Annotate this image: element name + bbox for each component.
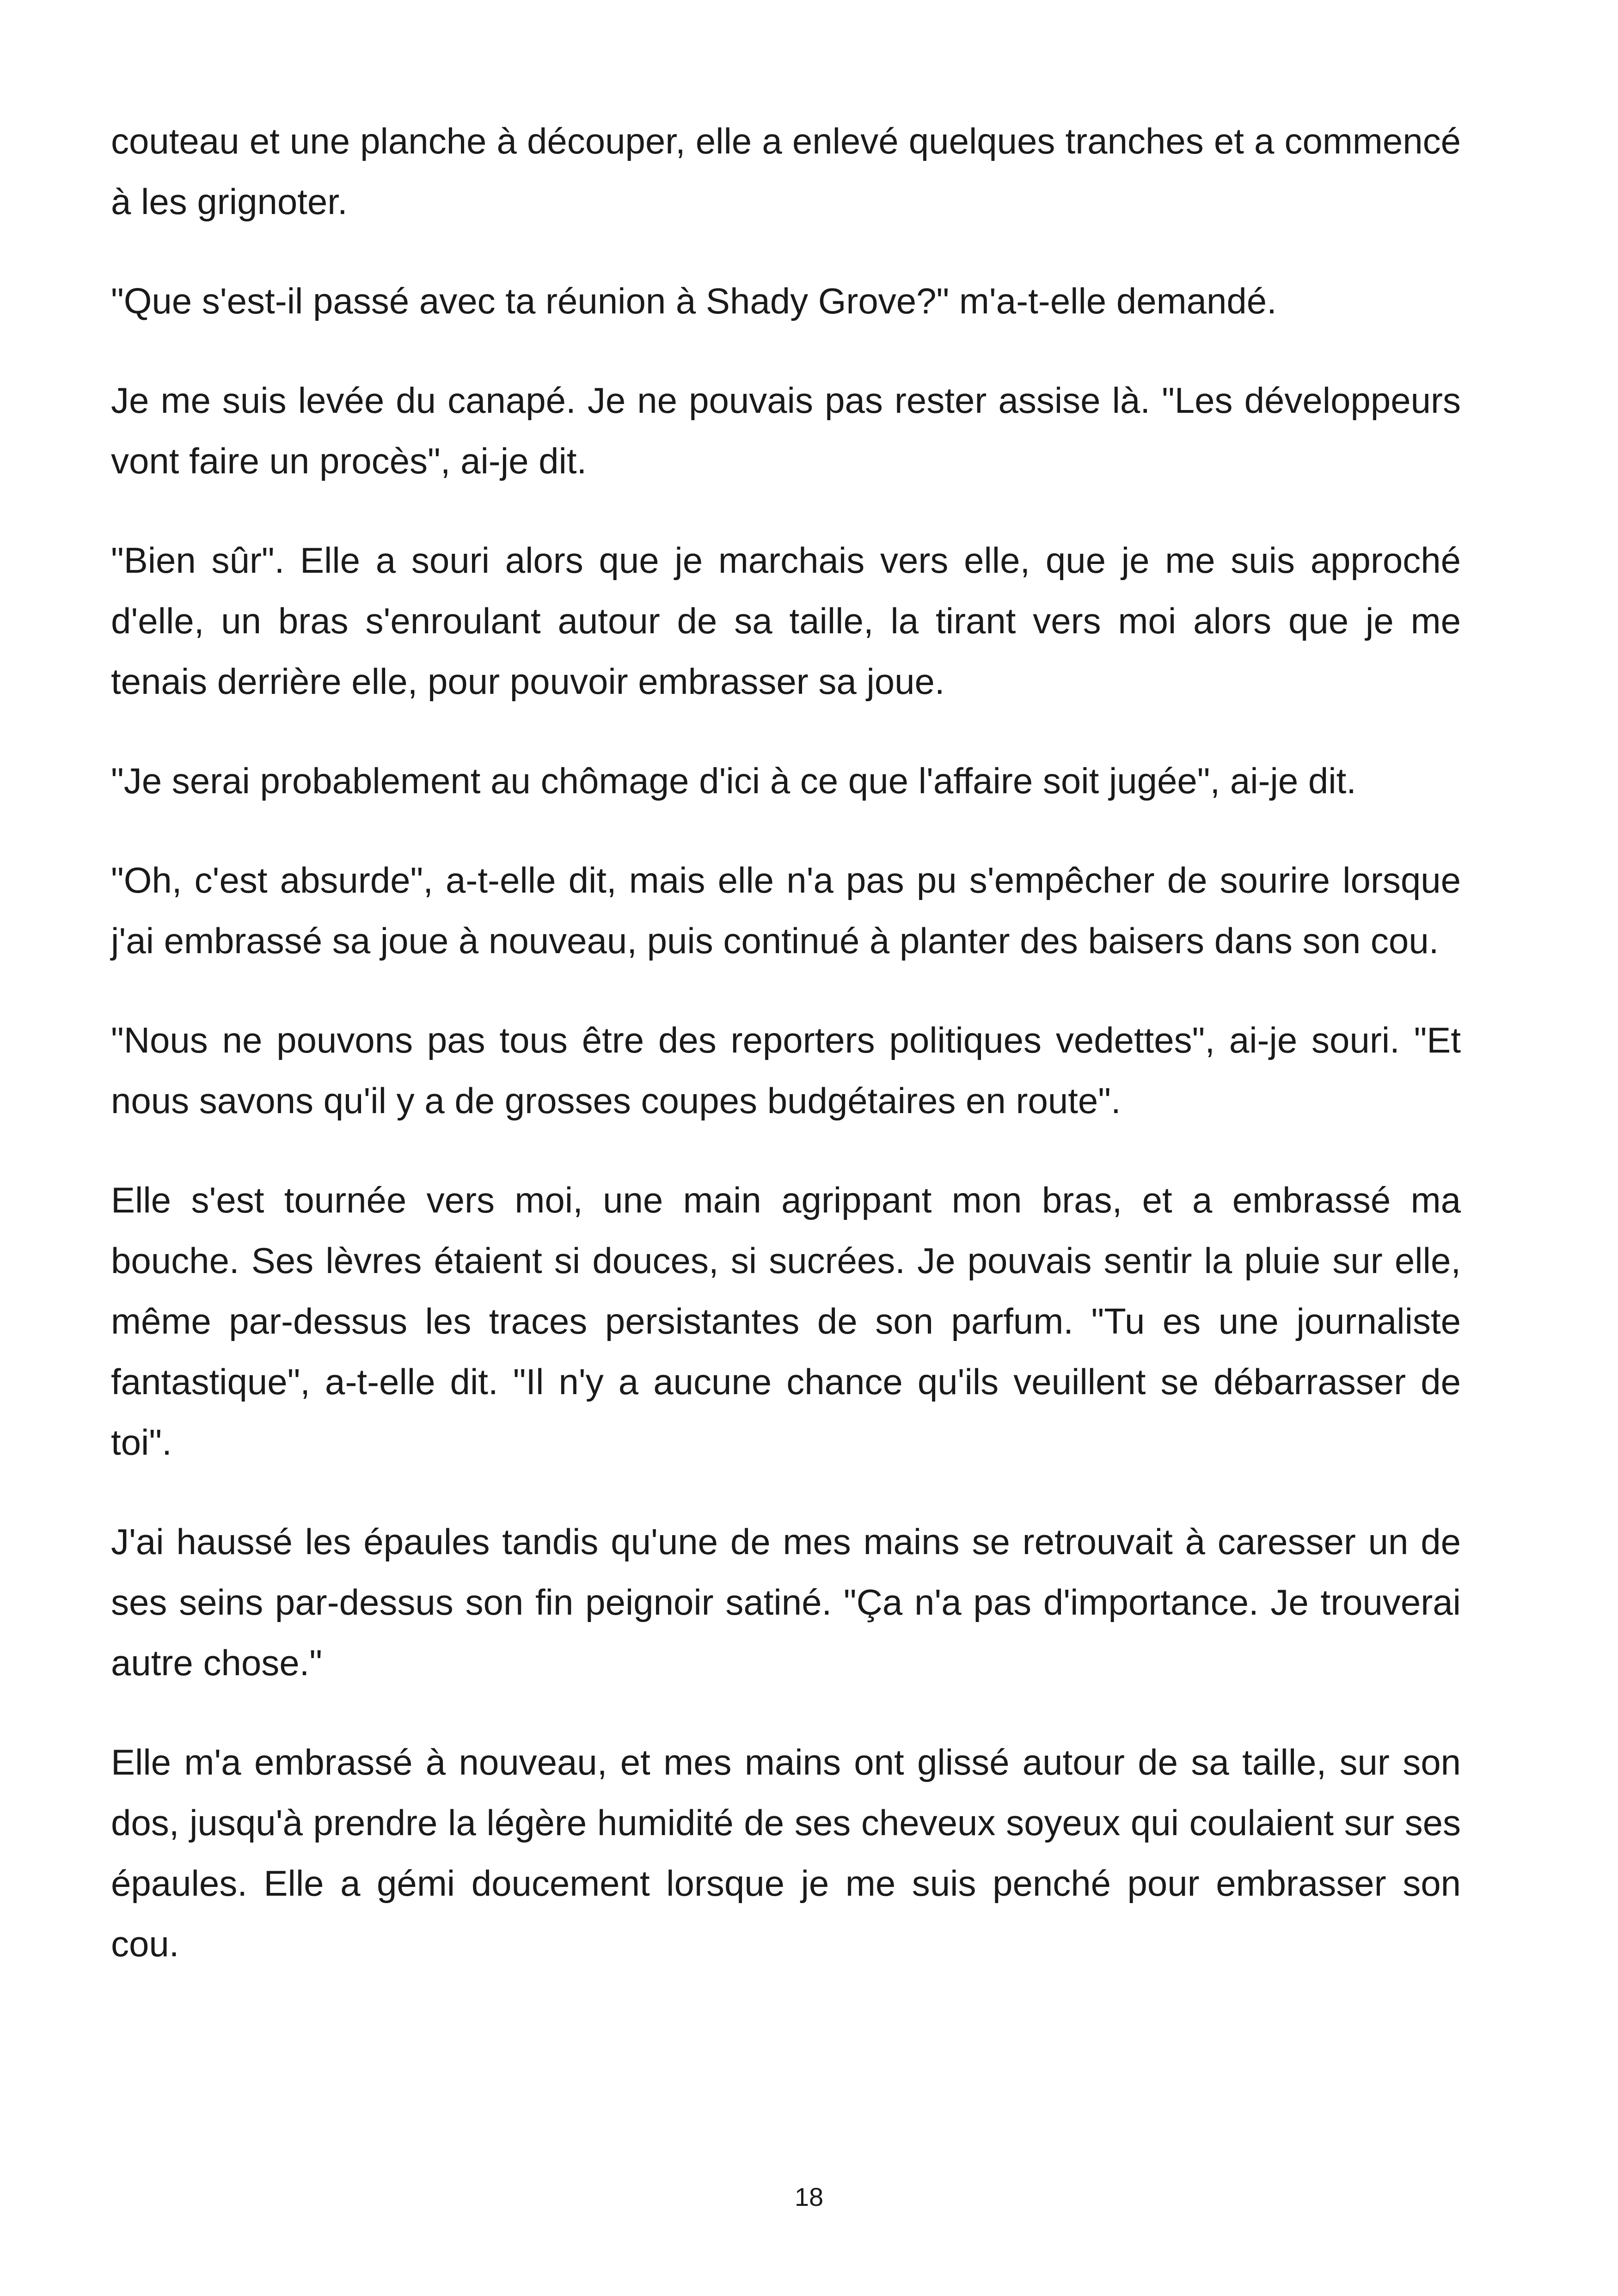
paragraph: "Que s'est-il passé avec ta réunion à Shady Grove?" m'a-t-elle demandé.	[111, 281, 1277, 321]
paragraph: "Oh, c'est absurde", a-t-elle dit, mais elle n'a pas pu s'empêcher de sourire lorsque j'ai embrassé sa joue à nouveau, puis continué à planter des baisers dans son cou.	[111, 860, 1461, 961]
paragraph: Elle m'a embrassé à nouveau, et mes mains ont glissé autour de sa taille, sur son dos, jusqu'à prendre la légère humidité de ses cheveux soyeux qui coulaient sur ses épaules. Elle a gémi doucement lorsque je me suis penché pour embrasser son cou.	[111, 1742, 1461, 1964]
paragraph: "Je serai probablement au chômage d'ici à ce que l'affaire soit jugée", ai-je dit.	[111, 760, 1356, 801]
paragraph: Elle s'est tournée vers moi, une main agrippant mon bras, et a embrassé ma bouche. Ses lèvres étaient si douces, si sucrées. Je pouvais sentir la pluie sur elle, même par-dessus les traces persistantes de son parfum. "Tu es une journaliste fantastique", a-t-elle dit. "Il n'y a aucune chance qu'ils veuillent se débarrasser de toi".	[111, 1180, 1461, 1463]
paragraph: Je me suis levée du canapé. Je ne pouvais pas rester assise là. "Les développeurs vont faire un procès", ai-je dit.	[111, 380, 1461, 481]
paragraph: "Nous ne pouvons pas tous être des reporters politiques vedettes", ai-je souri. "Et nous savons qu'il y a de grosses coupes budgétaires en route".	[111, 1020, 1461, 1121]
body-text	[111, 111, 1461, 2013]
paragraph: "Bien sûr". Elle a souri alors que je marchais vers elle, que je me suis approché d'elle, un bras s'enroulant autour de sa taille, la tirant vers moi alors que je me tenais derrière elle, pour pouvoir embrasser sa joue.	[111, 540, 1461, 702]
paragraph: couteau et une planche à découper, elle a enlevé quelques tranches et a commencé à les grignoter.	[111, 121, 1461, 222]
paragraph: J'ai haussé les épaules tandis qu'une de mes mains se retrouvait à caresser un de ses seins par-dessus son fin peignoir satiné. "Ça n'a pas d'importance. Je trouverai autre chose."	[111, 1521, 1461, 1683]
page-number: 18	[794, 2182, 824, 2211]
